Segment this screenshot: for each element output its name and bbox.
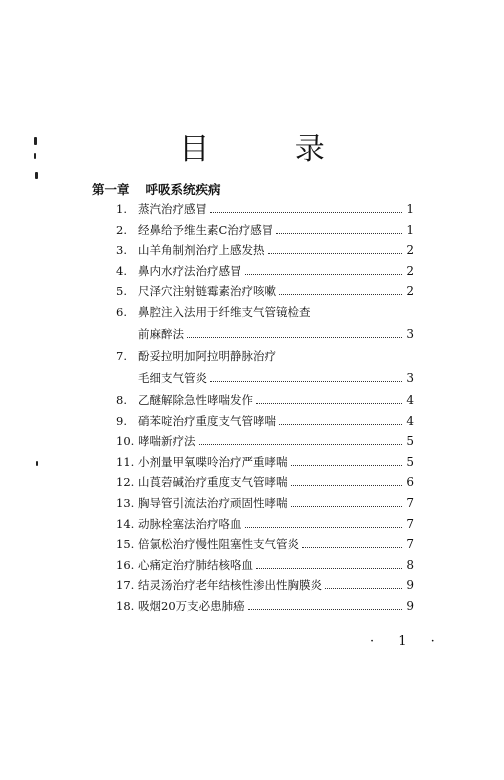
dot-leader [302, 547, 402, 548]
entry-text: 心痛定治疗肺结核咯血 [138, 557, 253, 572]
toc-entry [116, 242, 414, 263]
toc-entry [116, 516, 414, 537]
dot-leader [279, 294, 402, 295]
entry-page: 3 [406, 370, 414, 385]
entry-text: 尺泽穴注射链霉素治疗咳嗽 [138, 284, 276, 299]
dot-leader [291, 465, 403, 466]
toc-entry [116, 454, 414, 475]
entry-page: 2 [406, 243, 414, 258]
toc-entry [116, 413, 414, 434]
entry-text: 小剂量甲氧喋呤治疗严重哮喘 [138, 454, 288, 469]
entry-page: 8 [406, 557, 414, 572]
dot-leader [268, 253, 403, 254]
toc-entry [116, 263, 414, 284]
entry-page: 7 [406, 495, 414, 510]
dot-leader [256, 403, 402, 404]
toc-entry [116, 577, 414, 598]
entry-number: 17. [116, 578, 135, 593]
entry-page: 1 [406, 202, 414, 216]
toc-entry [116, 536, 414, 557]
entry-number: 12. [116, 475, 135, 490]
entry-number: 8. [116, 392, 127, 407]
chapter-label: 第一章 [92, 182, 130, 197]
toc-entry-continuation [116, 370, 414, 392]
entry-number: 14. [116, 516, 135, 531]
entry-page: 9 [406, 578, 414, 593]
toc-entry [116, 433, 414, 454]
entry-page: 5 [406, 454, 414, 469]
entry-text: 动脉栓塞法治疗咯血 [138, 516, 242, 531]
dot-leader [291, 485, 403, 486]
toc-list [116, 201, 414, 619]
toc-entry-continuation [116, 326, 414, 348]
dot-leader [325, 588, 402, 589]
page-title: 目 录 [179, 132, 363, 167]
toc-entry [116, 222, 414, 243]
entry-number: 15. [116, 537, 135, 552]
entry-number: 2. [116, 222, 127, 237]
entry-page: 9 [406, 598, 414, 613]
entry-page: 7 [406, 516, 414, 531]
dot-leader [187, 337, 402, 338]
entry-page: 1 [406, 222, 414, 237]
entry-page: 2 [406, 263, 414, 278]
entry-number: 16. [116, 557, 135, 572]
entry-text: 硝苯啶治疗重度支气管哮喘 [138, 413, 276, 428]
dot-leader [210, 212, 402, 213]
entry-text: 蒸汽治疗感冒 [138, 202, 207, 216]
entry-number: 18. [116, 598, 135, 613]
entry-page: 4 [406, 392, 414, 407]
entry-text: 乙醚解除急性哮喘发作 [138, 392, 253, 407]
entry-text: 鼻内水疗法治疗感冒 [138, 263, 242, 278]
entry-number: 11. [116, 454, 135, 469]
entry-page: 5 [406, 434, 414, 449]
toc-entry [116, 392, 414, 413]
margin-mark [35, 172, 38, 179]
entry-text: 鼻腔注入法用于纤维支气管镜检查 [138, 304, 311, 319]
toc-entry [116, 495, 414, 516]
entry-page: 7 [406, 537, 414, 552]
entry-text: 吸烟20万支必患肺癌 [138, 598, 245, 613]
toc-entry [116, 201, 414, 222]
entry-text: 山羊角制剂治疗上感发热 [138, 243, 265, 258]
entry-number: 4. [116, 263, 127, 278]
entry-number: 3. [116, 243, 127, 258]
toc-entry [116, 557, 414, 578]
entry-text: 哮喘新疗法 [138, 434, 196, 449]
toc-entry [116, 348, 414, 370]
chapter-heading [92, 180, 221, 198]
entry-number: 7. [116, 348, 127, 363]
entry-number: 6. [116, 304, 127, 319]
dot-leader [245, 274, 403, 275]
entry-number: 13. [116, 495, 135, 510]
entry-text: 前麻醉法 [138, 326, 184, 341]
entry-text: 胸导管引流法治疗顽固性哮喘 [138, 495, 288, 510]
entry-text: 毛细支气管炎 [138, 370, 207, 385]
dot-leader [256, 568, 402, 569]
dot-leader [248, 609, 402, 610]
dot-leader [245, 527, 403, 528]
entry-number: 5. [116, 284, 127, 299]
dot-leader [199, 444, 403, 445]
toc-entry [116, 283, 414, 304]
entry-text: 结灵汤治疗老年结核性渗出性胸膜炎 [138, 578, 322, 593]
entry-page: 6 [406, 475, 414, 490]
entry-text: 经鼻给予维生素C治疗感冒 [138, 222, 274, 237]
dot-leader [210, 381, 402, 382]
dot-leader [276, 233, 402, 234]
toc-entry [116, 598, 414, 619]
entry-text: 酚妥拉明加阿拉明静脉治疗 [138, 348, 276, 363]
dot-leader [279, 424, 402, 425]
page-number: · 1 · [370, 634, 445, 649]
entry-page: 2 [406, 284, 414, 299]
entry-number: 10. [116, 434, 135, 449]
entry-page: 3 [406, 326, 414, 341]
toc-entry [116, 474, 414, 495]
chapter-title: 呼吸系统疾病 [145, 182, 221, 197]
entry-page: 4 [406, 413, 414, 428]
toc-entry [116, 304, 414, 326]
entry-number: 9. [116, 413, 127, 428]
entry-text: 倍氯松治疗慢性阻塞性支气管炎 [138, 537, 299, 552]
dot-leader [291, 506, 403, 507]
entry-text: 山莨菪碱治疗重度支气管哮喘 [138, 475, 288, 490]
margin-mark [36, 461, 38, 466]
entry-number: 1. [116, 202, 127, 216]
